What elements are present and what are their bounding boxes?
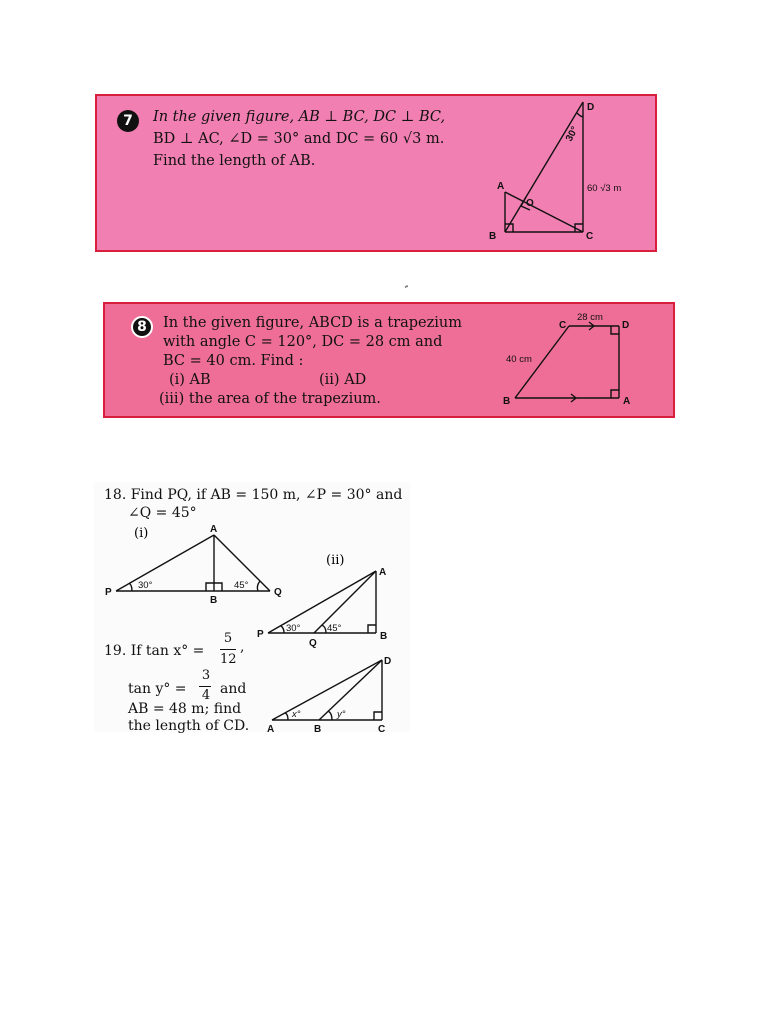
angle-x-arc xyxy=(285,713,288,720)
q19-prefix: 19. If tan x° = xyxy=(104,643,205,659)
figure-8-diagram xyxy=(105,304,673,416)
angle-y-arc xyxy=(328,711,332,720)
label-d: D xyxy=(587,102,595,113)
q18-line-2: ∠Q = 45° xyxy=(128,505,197,521)
label-b: B xyxy=(210,595,218,606)
label-c: C xyxy=(586,231,594,242)
label-q: Q xyxy=(274,587,282,598)
text-line: with angle C = 120°, DC = 28 cm and xyxy=(163,334,443,350)
text-line: In the given figure, AB ⊥ BC, DC ⊥ BC, xyxy=(153,109,446,125)
fig-ii-tag: (ii) xyxy=(326,553,345,568)
label-c: C xyxy=(378,724,386,735)
label-b: B xyxy=(489,231,497,242)
label-d: D xyxy=(384,656,392,667)
fig-i-tag: (i) xyxy=(134,526,149,541)
text-line: BD ⊥ AC, ∠D = 30° and DC = 60 √3 m. xyxy=(153,131,445,147)
side-bc-label: 40 cm xyxy=(506,354,532,365)
label-b: B xyxy=(380,631,388,642)
text-line: Find the length of AB. xyxy=(153,153,316,169)
part-iii: (iii) the area of the trapezium. xyxy=(159,391,381,407)
part-ii: (ii) AD xyxy=(319,372,367,388)
label-q: Q xyxy=(309,638,317,649)
angle-y-label: y° xyxy=(337,709,346,720)
label-c: C xyxy=(559,320,567,331)
segment-pa xyxy=(268,571,376,633)
right-angle-a xyxy=(611,390,619,398)
question-8-box xyxy=(103,302,675,418)
label-a: A xyxy=(497,181,505,192)
q19-line-4: the length of CD. xyxy=(128,718,250,734)
part-i: (i) AB xyxy=(169,372,211,388)
label-o: O xyxy=(526,198,534,209)
q19-line-3: AB = 48 m; find xyxy=(128,701,242,717)
question-number-badge: 8 xyxy=(131,316,153,338)
angle-p-label: 30° xyxy=(286,623,301,634)
y-denominator: 4 xyxy=(201,688,211,703)
angle-d-arc xyxy=(577,113,583,117)
figure-7-diagram xyxy=(97,96,655,250)
fraction-bar xyxy=(199,686,211,687)
y-numerator: 3 xyxy=(201,668,211,683)
side-cd-label: 28 cm xyxy=(577,312,603,323)
right-angle-c xyxy=(374,712,382,720)
label-b: B xyxy=(503,396,511,407)
angle-q-label: 45° xyxy=(234,580,249,591)
exercise-block xyxy=(94,482,410,735)
x-numerator: 5 xyxy=(223,631,233,646)
angle-d-label: 30° xyxy=(563,124,581,144)
label-a: A xyxy=(623,396,631,407)
label-p: P xyxy=(105,587,112,598)
angle-q-arc xyxy=(257,581,260,591)
x-tail: , xyxy=(240,639,245,655)
angle-q-arc xyxy=(322,625,326,633)
angle-q-label: 45° xyxy=(327,623,342,634)
segment-ad xyxy=(272,660,382,720)
text-line: In the given figure, ABCD is a trapezium xyxy=(163,315,462,331)
text-line: BC = 40 cm. Find : xyxy=(163,353,304,369)
label-a: A xyxy=(267,724,275,735)
label-b: B xyxy=(314,724,322,735)
x-denominator: 12 xyxy=(220,652,237,667)
right-angle-d xyxy=(611,326,619,334)
angle-p-label: 30° xyxy=(138,580,153,591)
angle-p-arc xyxy=(129,583,132,591)
label-a: A xyxy=(210,524,218,535)
right-angle-b xyxy=(368,625,376,633)
label-a: A xyxy=(379,567,387,578)
label-p: P xyxy=(257,629,264,640)
tan-y-text: tan y° = xyxy=(128,681,187,697)
question-number-badge: 7 xyxy=(117,110,139,132)
q18-line-1: 18. Find PQ, if AB = 150 m, ∠P = 30° and xyxy=(104,487,403,503)
angle-x-label: x° xyxy=(292,709,301,720)
angle-p-arc xyxy=(281,626,284,633)
fraction-bar xyxy=(220,649,236,650)
y-tail: and xyxy=(220,681,247,697)
segment-pa xyxy=(116,535,214,591)
label-d: D xyxy=(622,320,630,331)
side-dc-label: 60 √3 m xyxy=(587,183,622,194)
question-7-box xyxy=(95,94,657,252)
